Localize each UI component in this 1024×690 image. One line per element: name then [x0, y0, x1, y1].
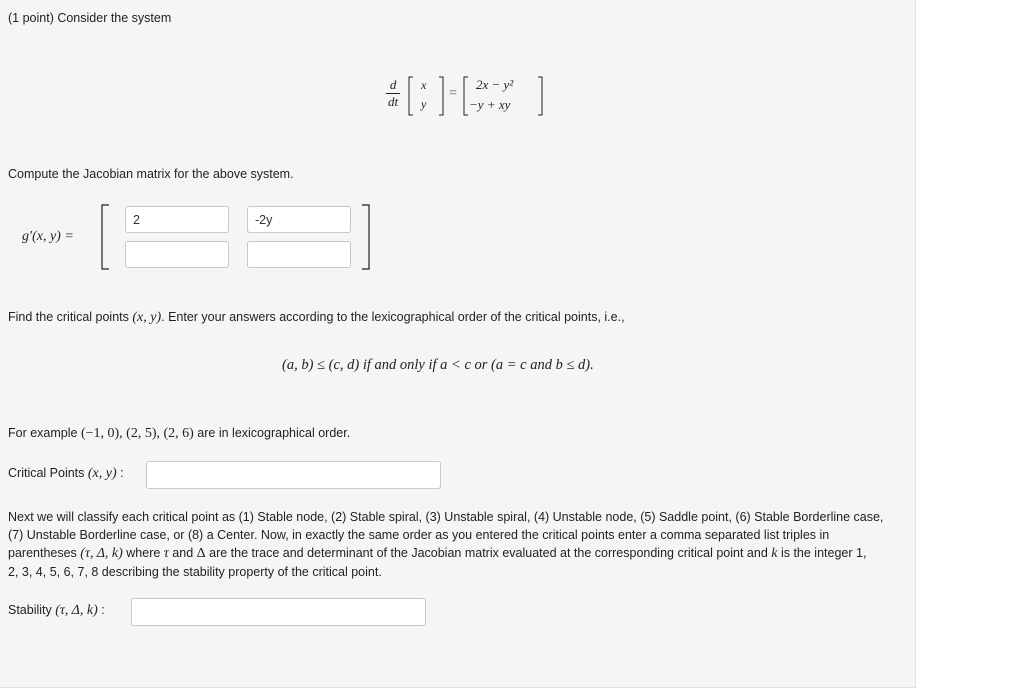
lexicographic-example: For example (−1, 0), (2, 5), (2, 6) are in lexicographical order.: [8, 426, 351, 441]
stability-input[interactable]: [131, 598, 426, 626]
problem-intro: (1 point) Consider the system: [8, 11, 172, 25]
lexicographic-rule: (a, b) ≤ (c, d) if and only if a < c or (a = c and b ≤ d).: [282, 357, 594, 373]
ode-system: [386, 75, 546, 119]
jacobian-prompt: Compute the Jacobian matrix for the above system.: [8, 167, 294, 181]
jacobian-label: g′(x, y) =: [22, 229, 74, 244]
jacobian-entry-22[interactable]: [247, 241, 351, 268]
critical-points-prompt: Find the critical points (x, y). Enter your answers according to the lexicographical order of the critical points, i.e.,: [8, 310, 625, 325]
equals-sign: =: [449, 86, 457, 101]
jacobian-entry-21[interactable]: [125, 241, 229, 268]
jacobian-entry-12[interactable]: [247, 206, 351, 233]
rhs-first-equation: 2x − y²: [476, 77, 514, 92]
classification-instructions: Next we will classify each critical point as (1) Stable node, (2) Stable spiral, (3) Unstable spiral, (4) Unstable node, (5) Saddle point, (6) Stable Borderline case, (7) Unstable Borderline case, or (8) a Center. Now, in exactly the same order as you entered the critical points enter a comma separated list triples in parentheses (τ, Δ, k) where τ and Δ are the trace and determinant of the Jacobian matrix evaluated at the corresponding critical point and k is the integer 1, 2, 3, 4, 5, 6, 7, 8 describing the stability property of the critical point.: [8, 510, 884, 579]
derivative-operator: $\frac{d}{dt}$: [388, 77, 399, 109]
critical-points-label: Critical Points (x, y) :: [8, 466, 124, 481]
jacobian-entry-11[interactable]: [125, 206, 229, 233]
rhs-second-equation: −y + xy: [469, 97, 511, 112]
state-y: y: [421, 97, 427, 111]
stability-label: Stability (τ, Δ, k) :: [8, 603, 105, 618]
critical-points-input[interactable]: [146, 461, 441, 489]
state-x: x: [421, 78, 427, 92]
